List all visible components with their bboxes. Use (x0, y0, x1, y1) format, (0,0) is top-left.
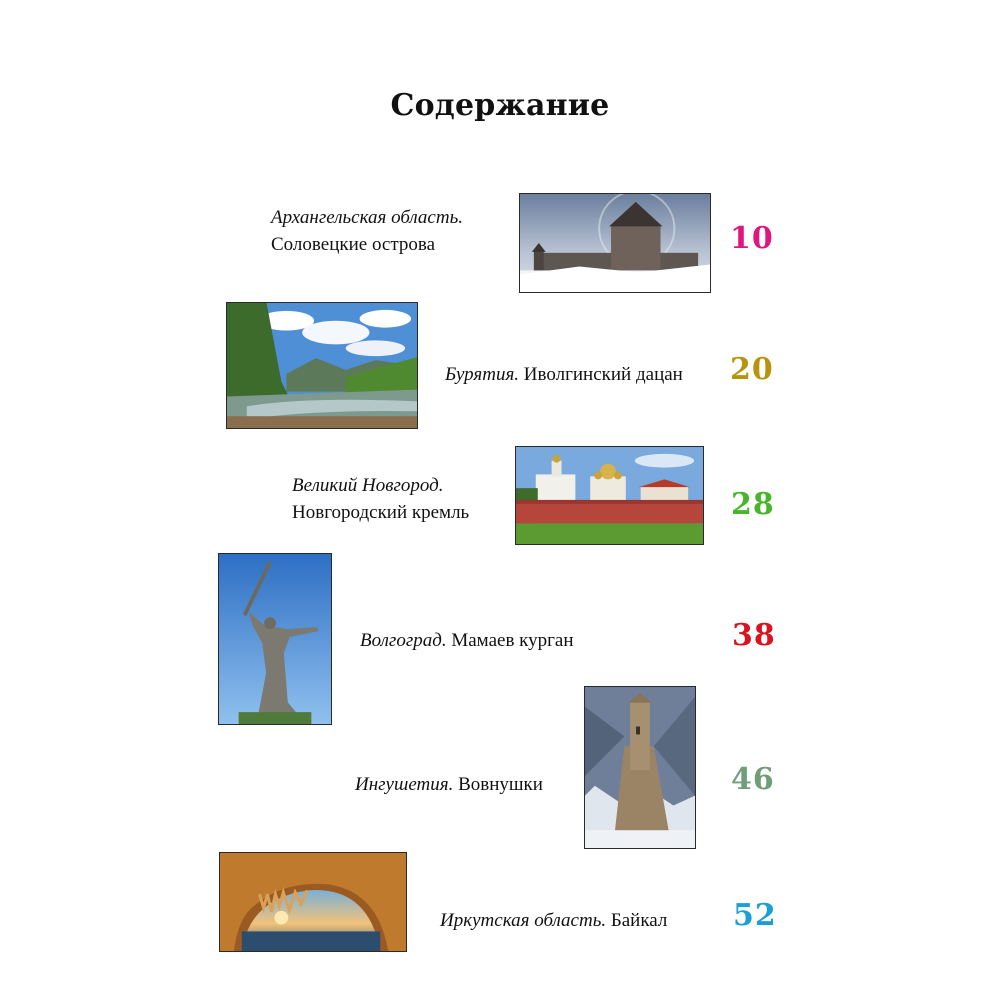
page-number: 46 (731, 762, 775, 797)
solovetsky-fortress-photo (519, 193, 711, 293)
entry-region: Иркутская область. (440, 910, 607, 931)
page-number: 10 (730, 221, 774, 256)
toc-entry-text (440, 907, 667, 934)
motherland-calls-statue-photo (218, 553, 332, 725)
entry-place: Соловецкие острова (271, 234, 436, 255)
entry-region: Бурятия. (445, 364, 520, 385)
baikal-ice-cave-photo (219, 852, 407, 952)
entry-place: Байкал (610, 910, 668, 931)
entry-region: Волгоград. (360, 630, 447, 651)
entry-place: Мамаев курган (451, 630, 574, 651)
toc-entry-text (271, 204, 463, 258)
page-title: Содержание (390, 88, 610, 123)
entry-place: Вовнушки (458, 774, 543, 795)
entry-place: Иволгинский дацан (523, 364, 683, 385)
vovnushki-tower-photo (584, 686, 696, 849)
entry-region: Архангельская область. (271, 207, 463, 228)
page-number: 38 (732, 618, 776, 653)
entry-region: Великий Новгород. (292, 475, 444, 496)
toc-entry-text (292, 472, 469, 526)
entry-place: Новгородский кремль (292, 502, 470, 523)
toc-entry-text (360, 627, 574, 654)
page-number: 28 (731, 487, 775, 522)
page-number: 52 (733, 898, 777, 933)
toc-entry-text (355, 771, 543, 798)
novgorod-kremlin-photo (515, 446, 704, 545)
entry-region: Ингушетия. (355, 774, 454, 795)
page-number: 20 (730, 352, 774, 387)
toc-entry-text (445, 361, 683, 388)
buryatia-river-photo (226, 302, 418, 429)
